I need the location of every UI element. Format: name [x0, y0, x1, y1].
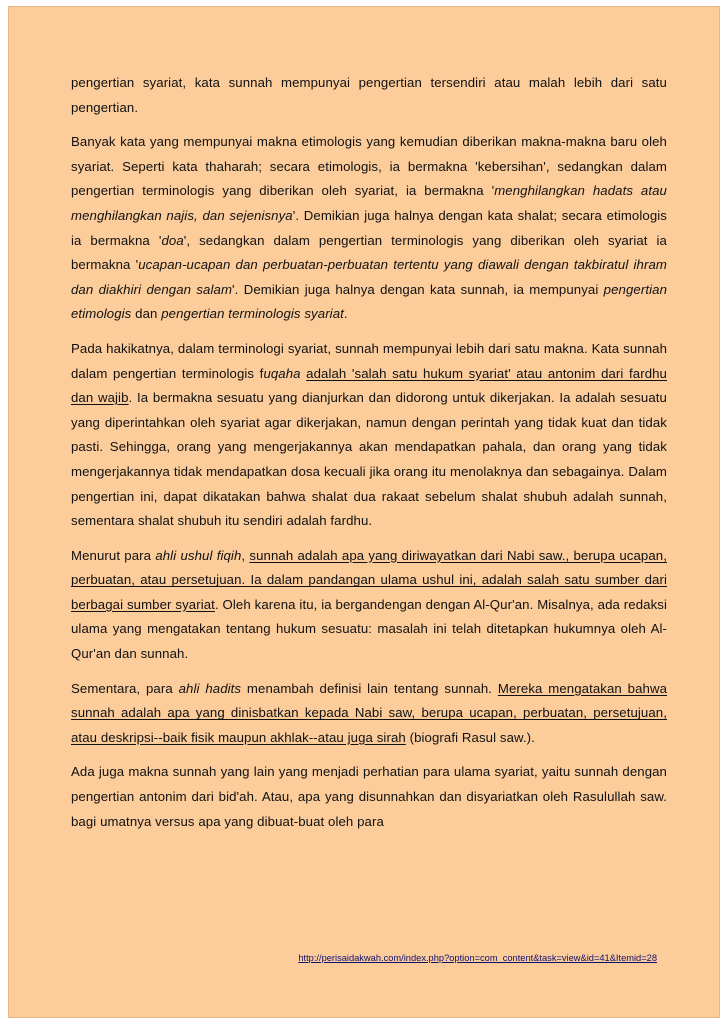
text-run: ', sedangkan dalam pengertian terminologis yang diberikan oleh syariat ia bermakna ' [71, 232, 667, 273]
italic-text: pengertian terminologis syariat [161, 306, 344, 322]
text-run: . [343, 306, 348, 322]
paragraph [71, 544, 667, 667]
italic-text: doa [161, 232, 184, 248]
document-body [71, 71, 667, 844]
text-run: Pada hakikatnya, dalam terminologi syariat, sunnah mempunyai lebih dari satu makna. Kata sunnah dalam pengertian terminologis f [71, 340, 667, 381]
text-run: Banyak kata yang mempunyai makna etimologis yang kemudian diberikan makna-makna baru oleh syariat. Seperti kata thaharah; secara etimologis, ia bermakna 'kebersihan', sedangkan dalam pengertian terminologis yang diberikan oleh syariat, ia bermakna ' [71, 134, 667, 199]
underlined-text: sunnah adalah apa yang diriwayatkan dari Nabi saw., berupa ucapan, perbuatan, atau persetujuan. Ia dalam pandangan ulama ushul ini, adalah salah satu sumber dari berbagai sumber syariat [71, 547, 667, 612]
italic-text: ahli ushul fiqih [155, 547, 242, 563]
italic-text: uqaha [263, 365, 301, 381]
underlined-text: Mereka mengatakan bahwa sunnah adalah apa yang dinisbatkan kepada Nabi saw, berupa ucapan, perbuatan, persetujuan, atau deskripsi--baik fisik maupun akhlak--atau juga sirah [71, 680, 668, 745]
text-run: Ada juga makna sunnah yang lain yang menjadi perhatian para ulama syariat, yaitu sunnah dengan pengertian antonim dari bid'ah. Atau, apa yang disunnahkan dan disyariatkan oleh Rasulullah saw. bagi umatnya versus apa yang dibuat-buat oleh para [71, 764, 667, 829]
paragraph [71, 71, 667, 120]
paragraph [71, 760, 667, 834]
text-run: . Ia bermakna sesuatu yang dianjurkan dan didorong untuk dikerjakan. Ia adalah sesuatu yang diperintahkan oleh syariat agar dikerjakan, namun dengan perintah yang tidak kuat dan tidak pasti. Sehingga, orang yang mengerjakannya akan mendapatkan pahala, dan orang yang tidak mengerjakannya tidak mendapatkan dosa kecuali jika orang itu menolaknya dan sebagainya. Dalam pengertian ini, dapat dikatakan bahwa shalat dua rakaat sebelum shalat shubuh adalah sunnah, sementara shalat shubuh itu sendiri adalah fardhu. [71, 390, 667, 529]
document-page [8, 6, 720, 1018]
paragraph [71, 130, 667, 327]
paragraph [71, 677, 667, 751]
italic-text: ahli hadits [178, 680, 242, 696]
text-run: . Oleh karena itu, ia bergandengan dengan Al-Qur'an. Misalnya, ada redaksi ulama yang mengatakan tentang hukum sesuatu: masalah ini telah ditetapkan hukumnya oleh Al-Qur'an dan sunnah. [71, 596, 667, 662]
text-run: , [241, 547, 250, 563]
paragraph [71, 337, 667, 534]
text-run: Menurut para [71, 547, 156, 563]
underlined-text: adalah 'salah satu hukum syariat' atau antonim dari fardhu dan wajib [71, 365, 667, 406]
text-run: dan [131, 306, 162, 322]
text-run: menambah definisi lain tentang sunnah. [241, 680, 498, 696]
italic-text: ucapan-ucapan dan perbuatan-perbuatan tertentu yang diawali dengan takbiratul ihram dan diakhiri dengan salam [71, 257, 668, 297]
text-run: '. Demikian juga halnya dengan kata sunnah, ia mempunyai [232, 281, 604, 297]
text-run: pengertian syariat, kata sunnah mempunyai pengertian tersendiri atau malah lebih dari satu pengertian. [71, 75, 667, 115]
text-run: Sementara, para [71, 680, 179, 696]
page-footer [9, 953, 657, 963]
italic-text: pengertian etimologis [71, 281, 667, 322]
text-run: (biografi Rasul saw.). [405, 729, 535, 745]
italic-text: menghilangkan hadats atau menghilangkan najis, dan sejenisnya [71, 183, 667, 223]
source-link[interactable]: http://perisaidakwah.com/index.php?option=com_content&task=view&id=41&Itemid=28 [298, 953, 657, 963]
text-run: '. Demikian juga halnya dengan kata shalat; secara etimologis ia bermakna ' [71, 207, 667, 248]
